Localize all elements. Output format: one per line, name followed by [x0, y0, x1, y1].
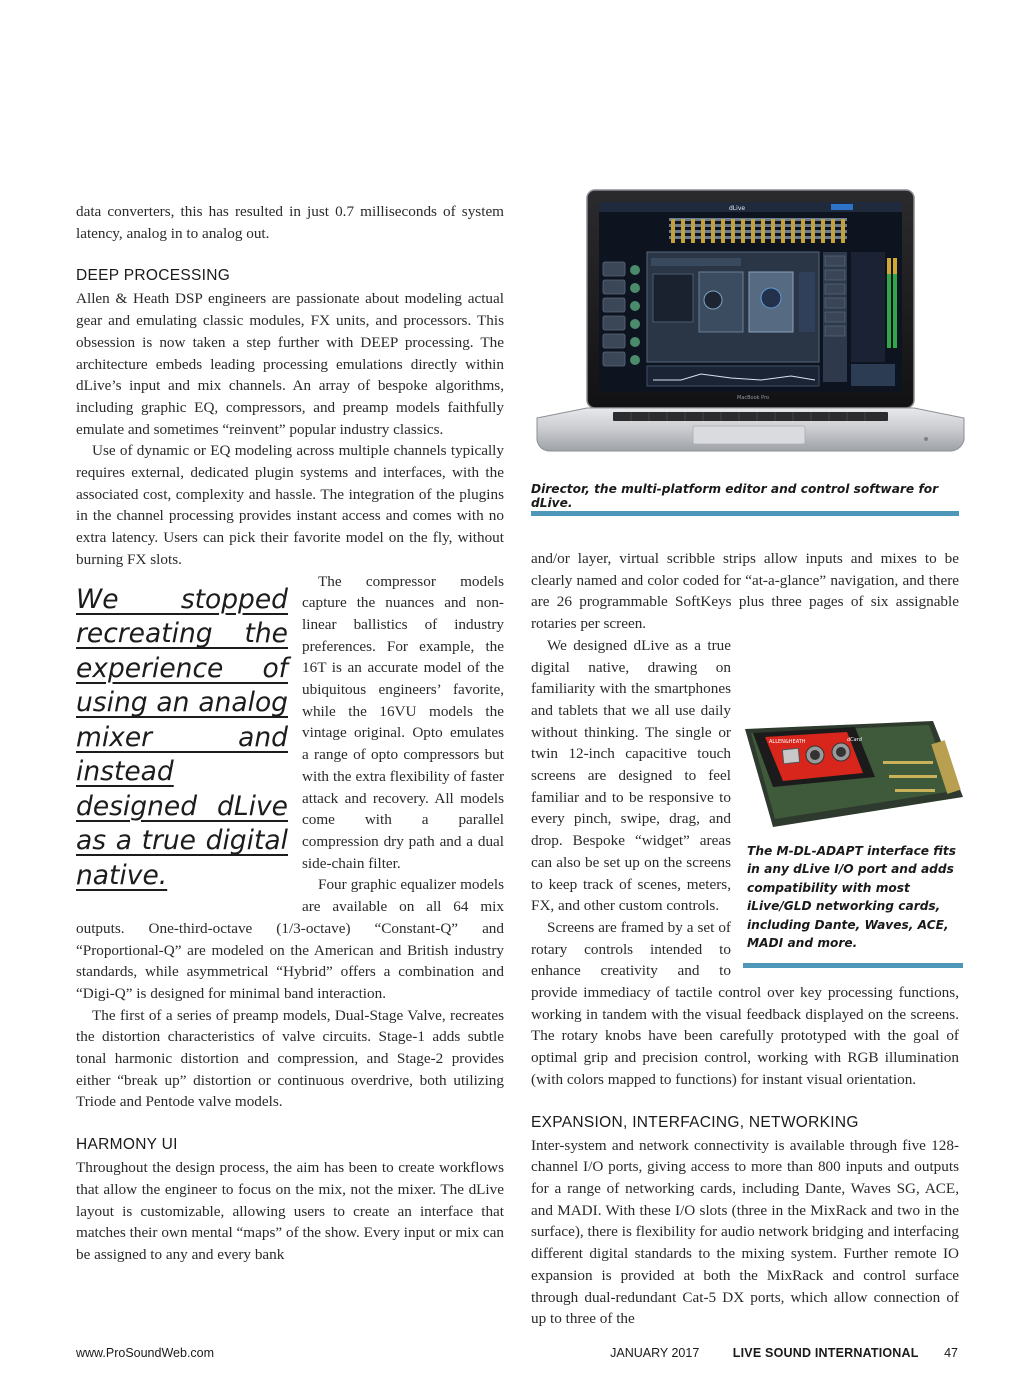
pull-quote: [76, 583, 288, 894]
heading-deep-processing: DEEP PROCESSING: [76, 267, 231, 285]
paragraph-deep-1: Allen & Heath DSP engineers are passionate about modeling actual gear and emulating classic modules, FX units, and processors. This obsession is now taken a step further with DEEP processing. The architecture embeds leading processing emulations directly within dLive’s input and mix channels. An array of bespoke algorithms, including graphic EQ, compressors, and preamp models faithfully emulate and sometimes “reinvent” popular industry classics.: [76, 290, 504, 438]
card-model-label: dCard: [847, 736, 862, 743]
heading-expansion: EXPANSION, INTERFACING, NETWORKING: [531, 1113, 859, 1131]
paragraph-intro: data converters, this has resulted in just 0.7 milliseconds of system latency, analog in to analog out.: [76, 203, 504, 242]
paragraph-harmony-1: Throughout the design process, the aim has been to create workflows that allow the engineer to focus on the mix, not the mixer. The dLive layout is customizable, allowing users to create an interface that matches their own mental “maps” of the show. Every input or mix can be assigned to any and every bank: [76, 1159, 504, 1263]
laptop-screen-brand: dLive: [729, 205, 746, 212]
footer-url: www.ProSoundWeb.com: [76, 1346, 215, 1360]
card-brand-label: ALLEN&HEATH: [769, 738, 806, 745]
paragraph-right-1: and/or layer, virtual scribble strips allow inputs and mixes to be clearly named and color coded for “at-a-glance” navigation, and there are 26 programmable SoftKeys plus three pages of six assignable rotaries per screen.: [531, 550, 959, 633]
heading-harmony-ui: HARMONY UI: [76, 1136, 178, 1154]
card-figure: [743, 721, 963, 968]
footer-right: [580, 1346, 958, 1360]
paragraph-right-2: We designed dLive as a true digital native, drawing on familiarity with the smartphones and tablets that we all use daily without thinking. The single or twin 12-inch capacitive touch screens are designed to feel familiar and to be responsive to every pinch, swipe, drag, and drop. Bespoke “widget” areas can also be set up on the screens to keep track of scenes, meters, FX, and other custom controls.: [531, 636, 731, 915]
laptop-caption: Director, the multi-platform editor and control software for dLive.: [531, 482, 939, 510]
left-column: [76, 201, 504, 1266]
laptop-model-label: MacBook Pro: [737, 395, 770, 401]
laptop-director-software-image: [531, 188, 967, 468]
card-caption: The M-DL-ADAPT interface fits in any dLive I/O port and adds compatibility with most iLive/GLD networking cards, including Dante, Waves, ACE, MADI and more.: [747, 843, 956, 951]
card-caption-rule: [743, 963, 963, 968]
footer-date: JANUARY 2017: [610, 1346, 700, 1360]
paragraph-deep-5: The first of a series of preamp models, Dual-Stage Valve, recreates the distortion characteristics of valve circuits. Stage-1 adds subtle tonal harmonic distortion and compression, and Stage-2 provides either “break up” distortion or continuous overdrive, both utilizing Triode and Pentode valve models.: [76, 1006, 504, 1111]
footer-page-number: 47: [944, 1346, 958, 1360]
m-dl-adapt-card-image: [743, 721, 963, 829]
paragraph-deep-2: Use of dynamic or EQ modeling across multiple channels typically requires external, dedicated plugin systems and interfaces, with the associated cost, complexity and hassle. The integration of the plugins in the channel processing provides instant access and comes with no extra latency. Users can pick their favorite model on the fly, without burning FX slots.: [76, 442, 504, 568]
right-column: [531, 548, 959, 1330]
paragraph-right-3: Screens are framed by a set of rotary controls intended to enhance creativity and to provide immediacy of tactile control over key processing functions, working in tandem with the visual feedback displayed on the screens. The rotary knobs have been carefully prototyped with the goal of optimal grip and precision control, working with RGB illumination (with colors mapped to functions) for instant visual orientation.: [531, 918, 959, 1088]
paragraph-right-4: Inter-system and network connectivity is available through five 128-channel I/O ports, giving access to more than 800 inputs and outputs for a range of networking cards, including Dante, Waves SG, ACE, and MADI. With these I/O slots (three in the MixRack and two in the surface), there is flexibility for audio network bridging and interfacing different digital standards to the mixing system. Further remote IO expansion is provided at both the MixRack and control surface through dual-redundant Cat-5 DX ports, which allow connection of up to three of the: [531, 1136, 959, 1328]
laptop-caption-rule: [531, 511, 959, 516]
footer-magazine: LIVE SOUND INTERNATIONAL: [732, 1346, 919, 1360]
paragraph-deep-3: The compressor models capture the nuances and non-linear ballistics of industry preferences. For example, the 16T is an accurate model of the ubiquitous engineers’ favorite, while the 16VU models the vintage original. Opto emulates a range of opto compressors but with the extra flexibility of faster attack and recovery. All models come with a parallel compression dry path and a dual side-chain filter.: [302, 572, 504, 872]
paragraph-deep-4: Four graphic equalizer models are available on all 64 mix outputs. One-third-octave (1/3-octave) “Constant-Q” and “Proportional-Q” are modeled on the American and British industry standards, while asymmetrical “Hybrid” offers a combination and “Digi-Q” is designed for minimal band interaction.: [76, 876, 504, 1002]
pull-quote-text: We stopped recreating the experience of using an analog mixer and instead designed dLive as a true digital native.: [76, 583, 288, 891]
